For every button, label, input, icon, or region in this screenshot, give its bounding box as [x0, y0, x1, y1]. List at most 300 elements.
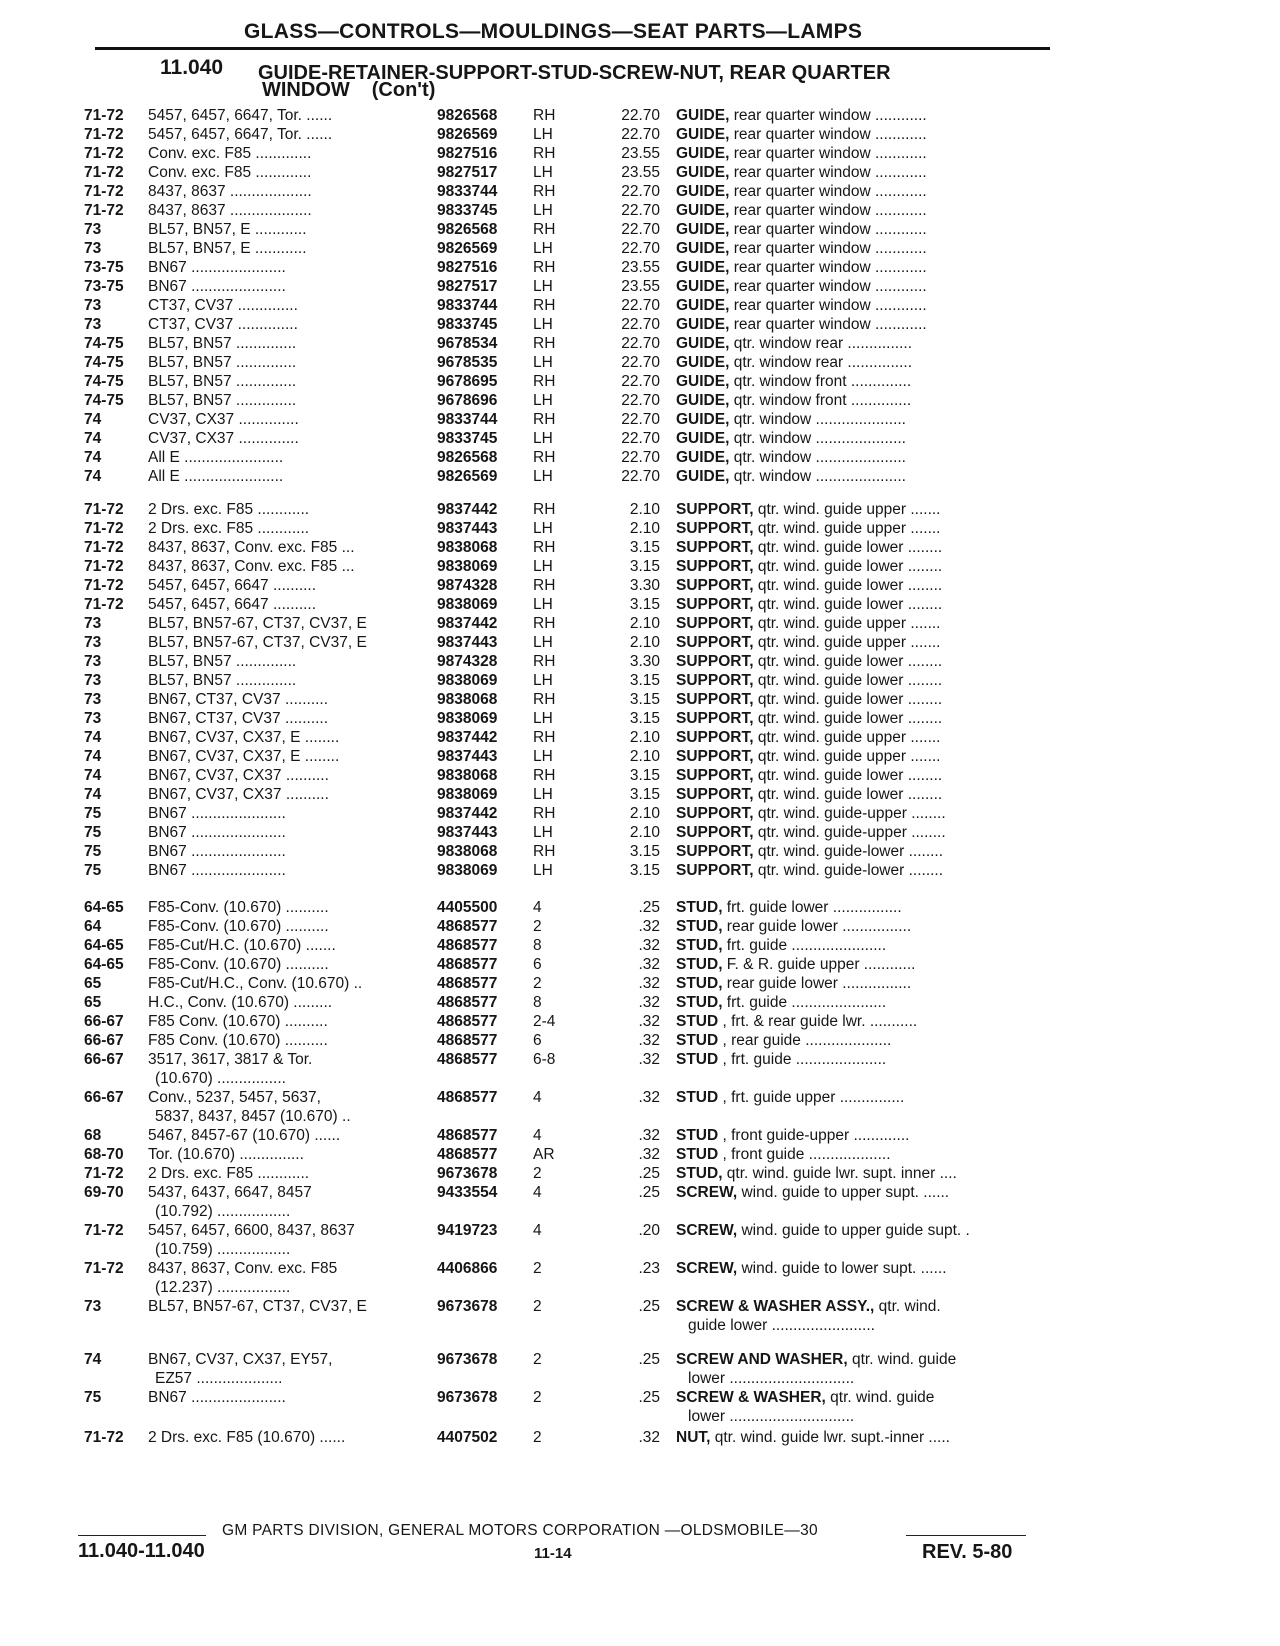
table-row — [0, 1297, 1280, 1334]
row-description — [676, 709, 1036, 728]
row-description-item: STUD, — [676, 975, 723, 992]
row-year: 74 — [84, 767, 102, 784]
row-part-number: 9838068 — [437, 539, 498, 556]
row-description-item: STUD, — [676, 956, 723, 973]
section-number: 11.040 — [160, 56, 224, 79]
row-part-number: 9833744 — [437, 297, 498, 314]
row-description-item: SCREW & WASHER, — [676, 1389, 826, 1406]
row-price: 22.70 — [621, 373, 660, 390]
row-price: 22.70 — [621, 221, 660, 238]
row-price: .20 — [638, 1222, 660, 1239]
row-description-text: rear guide lower ................ — [722, 918, 912, 935]
row-price: 2.10 — [629, 501, 660, 518]
row-year: 64-65 — [84, 899, 124, 916]
row-year: 71-72 — [84, 1222, 124, 1239]
row-description-item: SUPPORT, — [676, 672, 754, 689]
row-part-number: 9837442 — [437, 501, 498, 518]
row-qty-side: RH — [533, 107, 556, 124]
row-model: BL57, BN57 .............. — [148, 335, 297, 352]
row-description-text: rear quarter window ............ — [729, 164, 927, 181]
row-year: 66-67 — [84, 1051, 124, 1068]
row-part-number: 9837442 — [437, 805, 498, 822]
row-part-number: 9838069 — [437, 596, 498, 613]
row-qty-side: RH — [533, 145, 556, 162]
row-description-item: STUD, — [676, 1165, 723, 1182]
row-year: 73 — [84, 221, 102, 238]
row-description — [676, 538, 1036, 557]
row-year: 74-75 — [84, 373, 124, 390]
row-year: 65 — [84, 994, 102, 1011]
row-part-number: 9419723 — [437, 1222, 498, 1239]
row-qty-side: RH — [533, 653, 556, 670]
row-description-item: SUPPORT, — [676, 520, 754, 537]
row-description — [676, 936, 1036, 955]
table-row — [0, 1350, 1280, 1387]
row-part-number: 9673678 — [437, 1389, 498, 1406]
row-description — [676, 500, 1036, 519]
table-row — [0, 239, 1280, 258]
row-model: CT37, CV37 .............. — [148, 297, 298, 314]
table-row — [0, 576, 1280, 595]
row-model: 5457, 6457, 6647, Tor. ...... — [148, 107, 333, 124]
row-price: 3.15 — [629, 596, 660, 613]
row-description — [676, 614, 1036, 633]
row-qty-side: LH — [533, 202, 553, 219]
row-description-text: rear quarter window ............ — [729, 259, 927, 276]
row-price: .32 — [638, 1032, 660, 1049]
row-part-number: 9838069 — [437, 710, 498, 727]
row-description-text: frt. guide ...................... — [722, 937, 887, 954]
row-description-text: qtr. window ..................... — [729, 468, 906, 485]
row-description-text: qtr. wind. guide-lower ........ — [753, 843, 944, 860]
row-year: 74 — [84, 468, 102, 485]
table-row — [0, 353, 1280, 372]
row-price: 22.70 — [621, 392, 660, 409]
row-model: Tor. (10.670) ............... — [148, 1146, 304, 1163]
row-year: 73-75 — [84, 278, 124, 295]
row-model: BL57, BN57-67, CT37, CV37, E — [148, 634, 367, 651]
table-row — [0, 917, 1280, 936]
table-row — [0, 595, 1280, 614]
row-price: 2.10 — [629, 634, 660, 651]
row-description-text: qtr. window rear ............... — [729, 335, 913, 352]
row-description — [676, 823, 1036, 842]
row-part-number: 9837443 — [437, 520, 498, 537]
row-description — [676, 993, 1036, 1012]
row-part-number: 4406866 — [437, 1260, 498, 1277]
row-price: .32 — [638, 937, 660, 954]
row-description-text: qtr. wind. — [874, 1298, 941, 1315]
table-row — [0, 334, 1280, 353]
row-year: 65 — [84, 975, 102, 992]
row-model: BN67, CT37, CV37 .......... — [148, 691, 329, 708]
section-title-cont: (Con't) — [371, 79, 436, 101]
row-model: BL57, BN57 .............. — [148, 373, 297, 390]
table-row — [0, 391, 1280, 410]
row-price: .25 — [638, 1351, 660, 1368]
row-description — [676, 785, 1036, 804]
table-row — [0, 1050, 1280, 1087]
row-part-number: 9826568 — [437, 449, 498, 466]
row-model: 5457, 6457, 6647 .......... — [148, 596, 317, 613]
row-description-text: qtr. window rear ............... — [729, 354, 913, 371]
row-description — [676, 182, 1036, 201]
row-qty-side: RH — [533, 805, 556, 822]
row-model: 5467, 8457-67 (10.670) ...... — [148, 1127, 341, 1144]
row-description-text: wind. guide to upper guide supt. . — [737, 1222, 970, 1239]
table-row — [0, 296, 1280, 315]
row-description-item: SUPPORT, — [676, 786, 754, 803]
row-part-number: 9838068 — [437, 843, 498, 860]
row-description — [676, 1031, 1036, 1050]
row-model: BL57, BN57-67, CT37, CV37, E — [148, 1298, 367, 1315]
table-row — [0, 1388, 1280, 1425]
row-description — [676, 766, 1036, 785]
row-description — [676, 1050, 1036, 1069]
row-qty-side: LH — [533, 468, 553, 485]
table-row — [0, 823, 1280, 842]
row-model-cont: EZ57 .................... — [155, 1370, 283, 1387]
row-year: 69-70 — [84, 1184, 124, 1201]
row-qty-side: 2 — [533, 1429, 542, 1446]
table-row — [0, 201, 1280, 220]
row-part-number: 9838068 — [437, 767, 498, 784]
row-model: BN67 ...................... — [148, 278, 286, 295]
row-year: 74 — [84, 1351, 102, 1368]
row-description-text: qtr. wind. guide upper ....... — [753, 729, 941, 746]
row-description-item: STUD — [676, 1013, 719, 1030]
row-model: BN67, CV37, CX37 .......... — [148, 767, 329, 784]
table-row — [0, 220, 1280, 239]
row-year: 71-72 — [84, 1429, 124, 1446]
table-row — [0, 633, 1280, 652]
row-description — [676, 1126, 1036, 1145]
row-price: .32 — [638, 1146, 660, 1163]
row-part-number: 4868577 — [437, 918, 498, 935]
row-qty-side: 6 — [533, 956, 542, 973]
row-qty-side: RH — [533, 259, 556, 276]
row-description-item: GUIDE, — [676, 183, 730, 200]
row-description — [676, 842, 1036, 861]
row-description-item: SUPPORT, — [676, 729, 754, 746]
row-description-item: GUIDE, — [676, 259, 730, 276]
table-row — [0, 614, 1280, 633]
row-description-item: STUD, — [676, 937, 723, 954]
row-price: .25 — [638, 899, 660, 916]
footer-section-code: 11.040-11.040 — [78, 1540, 205, 1562]
row-description-item: GUIDE, — [676, 411, 730, 428]
row-description-item: SCREW, — [676, 1222, 738, 1239]
row-model: BN67 ...................... — [148, 824, 286, 841]
table-row — [0, 1012, 1280, 1031]
table-row — [0, 163, 1280, 182]
row-description — [676, 106, 1036, 125]
row-description-cont: lower ............................. — [688, 1370, 855, 1387]
row-part-number: 9826568 — [437, 221, 498, 238]
row-model: F85-Conv. (10.670) .......... — [148, 918, 329, 935]
row-description-item: STUD, — [676, 899, 723, 916]
row-year: 73 — [84, 710, 102, 727]
row-price: 3.15 — [629, 843, 660, 860]
row-model: 5437, 6437, 6647, 8457 — [148, 1184, 312, 1201]
footer-page-number: 11-14 — [534, 1545, 572, 1562]
row-year: 71-72 — [84, 1165, 124, 1182]
row-part-number: 9837442 — [437, 729, 498, 746]
table-row — [0, 410, 1280, 429]
row-model: BN67 ...................... — [148, 843, 286, 860]
row-qty-side: LH — [533, 430, 553, 447]
table-row — [0, 1088, 1280, 1125]
table-row — [0, 1183, 1280, 1220]
row-qty-side: LH — [533, 392, 553, 409]
table-row — [0, 125, 1280, 144]
row-description — [676, 690, 1036, 709]
row-qty-side: AR — [533, 1146, 555, 1163]
row-description-text: rear quarter window ............ — [729, 126, 927, 143]
row-price: 2.10 — [629, 748, 660, 765]
row-part-number: 9838069 — [437, 558, 498, 575]
row-model: 8437, 8637, Conv. exc. F85 ... — [148, 539, 355, 556]
row-price: 22.70 — [621, 126, 660, 143]
row-part-number: 9826569 — [437, 468, 498, 485]
row-description — [676, 1012, 1036, 1031]
row-description-item: SUPPORT, — [676, 862, 754, 879]
row-description-item: GUIDE, — [676, 278, 730, 295]
row-model: F85-Conv. (10.670) .......... — [148, 956, 329, 973]
row-model: BL57, BN57-67, CT37, CV37, E — [148, 615, 367, 632]
row-price: 22.70 — [621, 430, 660, 447]
row-model: 2 Drs. exc. F85 ............ — [148, 520, 310, 537]
row-model: BN67, CV37, CX37, E ........ — [148, 748, 340, 765]
row-part-number: 9833745 — [437, 316, 498, 333]
row-description-text: qtr. wind. guide lower ........ — [753, 577, 943, 594]
section-title-window: WINDOW — [262, 79, 350, 101]
row-price: .25 — [638, 1389, 660, 1406]
row-description — [676, 1350, 1036, 1369]
row-price: .32 — [638, 994, 660, 1011]
row-model: 2 Drs. exc. F85 ............ — [148, 501, 310, 518]
row-description-item: SUPPORT, — [676, 634, 754, 651]
table-row — [0, 1164, 1280, 1183]
row-qty-side: 4 — [533, 1222, 542, 1239]
row-description-text: qtr. wind. guide lower ........ — [753, 710, 943, 727]
row-model: 8437, 8637, Conv. exc. F85 ... — [148, 558, 355, 575]
row-description-item: SUPPORT, — [676, 501, 754, 518]
row-qty-side: 2 — [533, 1260, 542, 1277]
row-description-item: SCREW AND WASHER, — [676, 1351, 848, 1368]
row-qty-side: 2 — [533, 975, 542, 992]
row-description-item: GUIDE, — [676, 107, 730, 124]
table-row — [0, 106, 1280, 125]
table-row — [0, 315, 1280, 334]
row-year: 68-70 — [84, 1146, 124, 1163]
row-description-item: GUIDE, — [676, 354, 730, 371]
row-part-number: 9827516 — [437, 259, 498, 276]
row-year: 66-67 — [84, 1089, 124, 1106]
row-description-item: GUIDE, — [676, 164, 730, 181]
row-description — [676, 1145, 1036, 1164]
row-qty-side: LH — [533, 164, 553, 181]
row-description-text: qtr. wind. guide upper ....... — [753, 748, 941, 765]
row-qty-side: RH — [533, 691, 556, 708]
table-row — [0, 709, 1280, 728]
row-price: 2.10 — [629, 805, 660, 822]
row-part-number: 4868577 — [437, 956, 498, 973]
row-part-number: 4868577 — [437, 975, 498, 992]
row-description-text: , rear guide .................... — [718, 1032, 892, 1049]
row-qty-side: LH — [533, 672, 553, 689]
row-description-text: rear quarter window ............ — [729, 240, 927, 257]
row-year: 71-72 — [84, 126, 124, 143]
row-part-number: 9838069 — [437, 672, 498, 689]
row-qty-side: LH — [533, 316, 553, 333]
row-model: BN67 ...................... — [148, 805, 286, 822]
table-row — [0, 747, 1280, 766]
row-part-number: 9678535 — [437, 354, 498, 371]
row-description — [676, 277, 1036, 296]
row-description-item: SUPPORT, — [676, 558, 754, 575]
row-description — [676, 955, 1036, 974]
row-price: .32 — [638, 1051, 660, 1068]
table-row — [0, 955, 1280, 974]
row-model: BN67, CV37, CX37, EY57, — [148, 1351, 333, 1368]
row-description — [676, 410, 1036, 429]
row-model: BL57, BN57 .............. — [148, 354, 297, 371]
row-model: BL57, BN57 .............. — [148, 672, 297, 689]
row-description-item: NUT, — [676, 1429, 711, 1446]
row-description — [676, 747, 1036, 766]
row-model: 5457, 6457, 6647, Tor. ...... — [148, 126, 333, 143]
row-description — [676, 671, 1036, 690]
row-description-item: SCREW, — [676, 1184, 738, 1201]
row-price: 2.10 — [629, 729, 660, 746]
row-description-text: qtr. wind. guide — [847, 1351, 957, 1368]
row-description-text: qtr. wind. guide-upper ........ — [753, 805, 946, 822]
row-description — [676, 557, 1036, 576]
row-model: 2 Drs. exc. F85 (10.670) ...... — [148, 1429, 346, 1446]
row-part-number: 9826569 — [437, 240, 498, 257]
row-model: BL57, BN57 .............. — [148, 392, 297, 409]
row-qty-side: LH — [533, 710, 553, 727]
row-model: 2 Drs. exc. F85 ............ — [148, 1165, 310, 1182]
table-row — [0, 936, 1280, 955]
row-year: 73 — [84, 653, 102, 670]
footer-revision: REV. 5-80 — [922, 1541, 1013, 1563]
table-row — [0, 372, 1280, 391]
row-description — [676, 917, 1036, 936]
row-price: .25 — [638, 1165, 660, 1182]
row-model-cont: (12.237) ................. — [155, 1279, 291, 1296]
row-price: 2.10 — [629, 615, 660, 632]
table-row — [0, 519, 1280, 538]
row-description — [676, 429, 1036, 448]
row-model: BL57, BN57, E ............ — [148, 221, 307, 238]
row-qty-side: RH — [533, 843, 556, 860]
table-row — [0, 538, 1280, 557]
table-row — [0, 728, 1280, 747]
row-price: 23.55 — [621, 259, 660, 276]
row-description-text: , frt. & rear guide lwr. ........... — [718, 1013, 918, 1030]
row-description-item: GUIDE, — [676, 240, 730, 257]
row-description-text: qtr. window front .............. — [729, 392, 912, 409]
row-qty-side: RH — [533, 449, 556, 466]
row-year: 68 — [84, 1127, 102, 1144]
row-qty-side: RH — [533, 615, 556, 632]
row-description-item: SUPPORT, — [676, 805, 754, 822]
row-qty-side: 4 — [533, 899, 542, 916]
row-qty-side: LH — [533, 824, 553, 841]
row-description — [676, 1428, 1036, 1447]
row-year: 64 — [84, 918, 102, 935]
row-year: 74 — [84, 786, 102, 803]
row-model: BN67 ...................... — [148, 862, 286, 879]
footer-publisher: GM PARTS DIVISION, GENERAL MOTORS CORPORATION —OLDSMOBILE—30 — [222, 1522, 818, 1539]
row-year: 73 — [84, 1298, 102, 1315]
row-description-item: GUIDE, — [676, 449, 730, 466]
row-qty-side: RH — [533, 729, 556, 746]
row-model-cont: (10.792) ................. — [155, 1203, 291, 1220]
row-description — [676, 220, 1036, 239]
row-part-number: 4868577 — [437, 1089, 498, 1106]
row-description-text: qtr. wind. guide-lower ........ — [753, 862, 944, 879]
row-part-number: 9833745 — [437, 202, 498, 219]
table-row — [0, 182, 1280, 201]
row-qty-side: 2-4 — [533, 1013, 556, 1030]
row-description — [676, 1221, 1036, 1240]
row-description-text: rear quarter window ............ — [729, 145, 927, 162]
row-year: 73 — [84, 634, 102, 651]
row-qty-side: 4 — [533, 1127, 542, 1144]
row-description-cont: guide lower ........................ — [688, 1317, 875, 1334]
row-year: 74 — [84, 411, 102, 428]
row-model: 8437, 8637 ................... — [148, 202, 312, 219]
row-part-number: 9827517 — [437, 164, 498, 181]
row-description-text: qtr. wind. guide lower ........ — [753, 558, 943, 575]
row-description-item: STUD — [676, 1127, 719, 1144]
row-part-number: 9678696 — [437, 392, 498, 409]
row-description-text: qtr. wind. guide lower ........ — [753, 596, 943, 613]
row-price: 3.30 — [629, 577, 660, 594]
row-description-item: SUPPORT, — [676, 653, 754, 670]
row-part-number: 9827517 — [437, 278, 498, 295]
row-description-text: rear quarter window ............ — [729, 183, 927, 200]
row-year: 71-72 — [84, 1260, 124, 1277]
row-description-item: SUPPORT, — [676, 596, 754, 613]
row-description-text: , front guide-upper ............. — [718, 1127, 910, 1144]
table-row — [0, 500, 1280, 519]
row-description-text: qtr. window ..................... — [729, 430, 906, 447]
row-description-text: qtr. wind. guide lwr. supt. inner .... — [722, 1165, 957, 1182]
row-price: 2.10 — [629, 520, 660, 537]
row-qty-side: RH — [533, 297, 556, 314]
row-description — [676, 1297, 1036, 1316]
row-model: All E ....................... — [148, 468, 284, 485]
row-price: 3.15 — [629, 767, 660, 784]
row-description-item: GUIDE, — [676, 145, 730, 162]
table-row — [0, 429, 1280, 448]
row-qty-side: RH — [533, 221, 556, 238]
table-row — [0, 1221, 1280, 1258]
row-qty-side: RH — [533, 335, 556, 352]
row-year: 71-72 — [84, 164, 124, 181]
row-description — [676, 728, 1036, 747]
row-part-number: 9673678 — [437, 1165, 498, 1182]
row-price: 3.15 — [629, 862, 660, 879]
row-description-item: GUIDE, — [676, 297, 730, 314]
row-description-item: GUIDE, — [676, 335, 730, 352]
row-price: 3.15 — [629, 786, 660, 803]
row-model: F85-Conv. (10.670) .......... — [148, 899, 329, 916]
